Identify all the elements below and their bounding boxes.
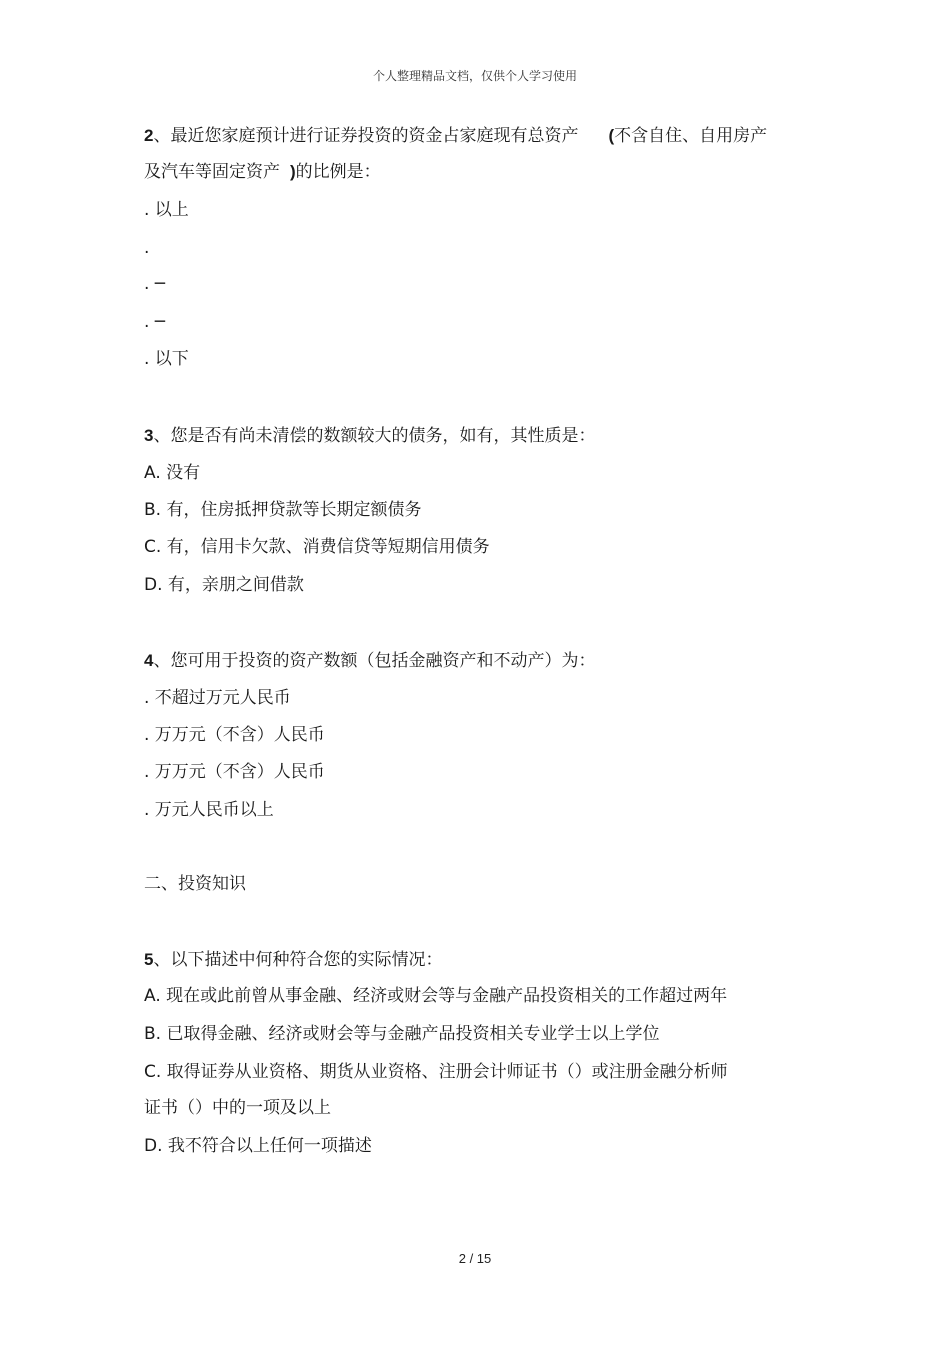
question-2-text-end: 的比例是：: [295, 162, 381, 182]
question-2-text: 、最近您家庭预计进行证券投资的资金占家庭现有总资产: [153, 126, 579, 146]
question-5: [144, 949, 442, 971]
q5-option-a[interactable]: A. 现在或此前曾从事金融、经济或财会等与金融产品投资相关的工作超过两年: [144, 986, 728, 1006]
question-2-text-tail: 不含自住、自用房产: [614, 126, 768, 146]
q5-option-c-cont: 证书（）中的一项及以上: [144, 1098, 331, 1118]
question-4-text: 、您可用于投资的资产数额（包括金融资产和不动产）为：: [153, 651, 596, 671]
question-2-line-2: [144, 161, 381, 183]
question-2-number: 2: [144, 126, 154, 145]
q3-option-b[interactable]: B. 有，住房抵押贷款等长期定额债务: [144, 500, 422, 520]
q2-option[interactable]: . 以上: [144, 200, 189, 220]
q2-option[interactable]: . 以下: [144, 349, 189, 369]
q3-option-d[interactable]: D. 有，亲朋之间借款: [144, 575, 304, 595]
question-4-number: 4: [144, 651, 154, 670]
q4-option[interactable]: . 不超过万元人民币: [144, 688, 291, 708]
question-5-number: 5: [144, 950, 154, 969]
q4-option[interactable]: . 万元人民币以上: [144, 800, 274, 820]
question-2-text-cont: 及汽车等固定资产: [144, 162, 280, 182]
open-paren: (: [608, 126, 615, 145]
q3-option-a[interactable]: A. 没有: [144, 463, 201, 483]
q4-option[interactable]: . 万万元（不含）人民币: [144, 762, 325, 782]
page-number: 2 / 15: [458, 1251, 492, 1266]
question-3-number: 3: [144, 426, 154, 445]
question-2-line-1: [144, 125, 767, 147]
close-paren: ): [290, 162, 296, 181]
question-3: [144, 425, 595, 447]
q5-option-c[interactable]: C. 取得证券从业资格、期货从业资格、注册会计师证书（）或注册金融分析师: [144, 1062, 728, 1082]
page-header: 个人整理精品文档，仅供个人学习使用: [372, 69, 577, 83]
question-5-text: 、以下描述中何种符合您的实际情况：: [153, 950, 443, 970]
section-title: 二、投资知识: [144, 874, 246, 894]
q3-option-c[interactable]: C. 有，信用卡欠款、消费信贷等短期信用债务: [144, 537, 490, 557]
q5-option-d[interactable]: D. 我不符合以上任何一项描述: [144, 1136, 372, 1156]
question-4: [144, 650, 595, 672]
q4-option[interactable]: . 万万元（不含）人民币: [144, 725, 325, 745]
q5-option-b[interactable]: B. 已取得金融、经济或财会等与金融产品投资相关专业学士以上学位: [144, 1024, 660, 1044]
q2-option[interactable]: .: [144, 238, 150, 258]
q2-option[interactable]: . ─: [144, 312, 166, 332]
question-3-text: 、您是否有尚未清偿的数额较大的债务，如有，其性质是：: [153, 426, 596, 446]
q2-option[interactable]: . ─: [144, 274, 166, 294]
